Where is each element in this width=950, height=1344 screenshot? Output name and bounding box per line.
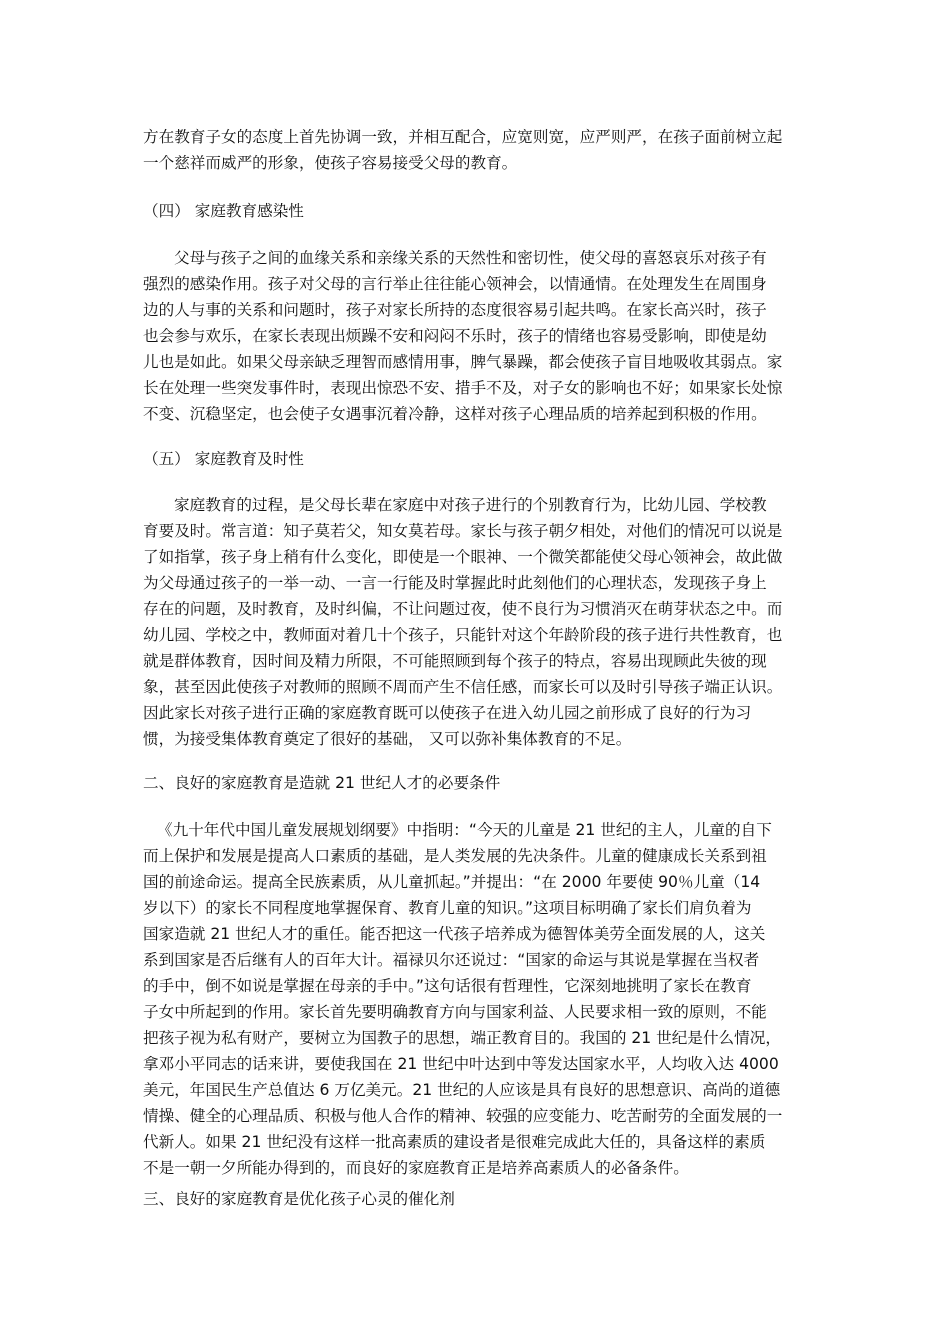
paragraph-line: 拿邓小平同志的话来讲，要使我国在 21 世纪中叶达到中等发达国家水平，人均收入达 4000: [143, 1055, 779, 1073]
section-4-paragraph: [143, 245, 811, 427]
section-4-heading: （四） 家庭教育感染性: [143, 202, 304, 220]
paragraph-line: 而上保护和发展是提高人口素质的基础，是人类发展的先决条件。儿童的健康成长关系到祖: [143, 847, 767, 865]
paragraph-line: 惯，为接受集体教育奠定了很好的基础， 又可以弥补集体教育的不足。: [143, 730, 632, 748]
paragraph-line: 边的人与事的关系和问题时，孩子对家长所持的态度很容易引起共鸣。在家长高兴时，孩子: [143, 301, 767, 319]
paragraph-line: 家庭教育的过程，是父母长辈在家庭中对孩子进行的个别教育行为，比幼儿园、学校教: [174, 496, 767, 514]
paragraph-line: 长在处理一些突发事件时，表现出惊恐不安、措手不及，对子女的影响也不好；如果家长处惊: [143, 379, 783, 397]
paragraph-line: 系到国家是否后继有人的百年大计。福禄贝尔还说过：“国家的命运与其说是掌握在当权者: [143, 951, 760, 969]
section-two-paragraph: [143, 817, 811, 1181]
paragraph-line: 因此家长对孩子进行正确的家庭教育既可以使孩子在进入幼儿园之前形成了良好的行为习: [143, 704, 752, 722]
paragraph-line: 强烈的感染作用。孩子对父母的言行举止往往能心领神会，以情通情。在处理发生在周围身: [143, 275, 767, 293]
paragraph-line: 美元，年国民生产总值达 6 万亿美元。21 世纪的人应该是具有良好的思想意识、高尚的道德: [143, 1081, 781, 1099]
paragraph-line: 的手中，倒不如说是掌握在母亲的手中。”这句话很有哲理性，它深刻地挑明了家长在教育: [143, 977, 752, 995]
paragraph-line: 一个慈祥而威严的形象，使孩子容易接受父母的教育。: [143, 154, 518, 172]
section-5-heading: （五） 家庭教育及时性: [143, 450, 304, 468]
paragraph-line: 不是一朝一夕所能办得到的，而良好的家庭教育正是培养高素质人的必备条件。: [143, 1159, 689, 1177]
paragraph-line: 为父母通过孩子的一举一动、一言一行能及时掌握此时此刻他们的心理状态，发现孩子身上: [143, 574, 767, 592]
section-two-heading: 二、良好的家庭教育是造就 21 世纪人才的必要条件: [143, 774, 501, 792]
paragraph-line: 不变、沉稳坚定，也会使子女遇事沉着冷静，这样对孩子心理品质的培养起到积极的作用。: [143, 405, 767, 423]
paragraph-line: 了如指掌，孩子身上稍有什么变化，即使是一个眼神、一个微笑都能使父母心领神会，故此做: [143, 548, 783, 566]
paragraph-line: 儿也是如此。如果父母亲缺乏理智而感情用事，脾气暴躁，都会使孩子盲目地吸收其弱点。家: [143, 353, 783, 371]
paragraph-line: 代新人。如果 21 世纪没有这样一批高素质的建设者是很难完成此大任的，具备这样的素质: [143, 1133, 766, 1151]
paragraph-line: 就是群体教育，因时间及精力所限，不可能照顾到每个孩子的特点，容易出现顾此失彼的现: [143, 652, 767, 670]
paragraph-line: 象，甚至因此使孩子对教师的照顾不周而产生不信任感，而家长可以及时引导孩子端正认识。: [143, 678, 783, 696]
paragraph-line: 子女中所起到的作用。家长首先要明确教育方向与国家利益、人民要求相一致的原则，不能: [143, 1003, 767, 1021]
intro-paragraph: [143, 124, 811, 176]
paragraph-line: 育要及时。常言道：知子莫若父，知女莫若母。家长与孩子朝夕相处，对他们的情况可以说是: [143, 522, 783, 540]
paragraph-line: 幼儿园、学校之中，教师面对着几十个孩子，只能针对这个年龄阶段的孩子进行共性教育，也: [143, 626, 783, 644]
paragraph-line: 情操、健全的心理品质、积极与他人合作的精神、较强的应变能力、吃苦耐劳的全面发展的一: [143, 1107, 783, 1125]
paragraph-line: 国的前途命运。提高全民族素质，从儿童抓起。”并提出：“在 2000 年要使 90％儿童（14: [143, 873, 761, 891]
section-5-paragraph: [143, 492, 811, 752]
paragraph-line: 方在教育子女的态度上首先协调一致，并相互配合，应宽则宽，应严则严，在孩子面前树立起: [143, 128, 783, 146]
paragraph-line: 父母与孩子之间的血缘关系和亲缘关系的天然性和密切性，使父母的喜怒哀乐对孩子有: [174, 249, 767, 267]
paragraph-line: 《九十年代中国儿童发展规划纲要》中指明：“今天的儿童是 21 世纪的主人，儿童的自下: [157, 821, 772, 839]
paragraph-line: 岁以下）的家长不同程度地掌握保育、教育儿童的知识。”这项目标明确了家长们肩负着为: [143, 899, 752, 917]
paragraph-line: 国家造就 21 世纪人才的重任。能否把这一代孩子培养成为德智体美劳全面发展的人，这关: [143, 925, 766, 943]
paragraph-line: 存在的问题，及时教育，及时纠偏，不让问题过夜，使不良行为习惯消灭在萌芽状态之中。而: [143, 600, 783, 618]
section-three-heading: 三、良好的家庭教育是优化孩子心灵的催化剂: [143, 1190, 455, 1208]
paragraph-line: 把孩子视为私有财产，要树立为国教子的思想，端正教育目的。我国的 21 世纪是什么情况，: [143, 1029, 781, 1047]
paragraph-line: 也会参与欢乐，在家长表现出烦躁不安和闷闷不乐时，孩子的情绪也容易受影响，即使是幼: [143, 327, 767, 345]
